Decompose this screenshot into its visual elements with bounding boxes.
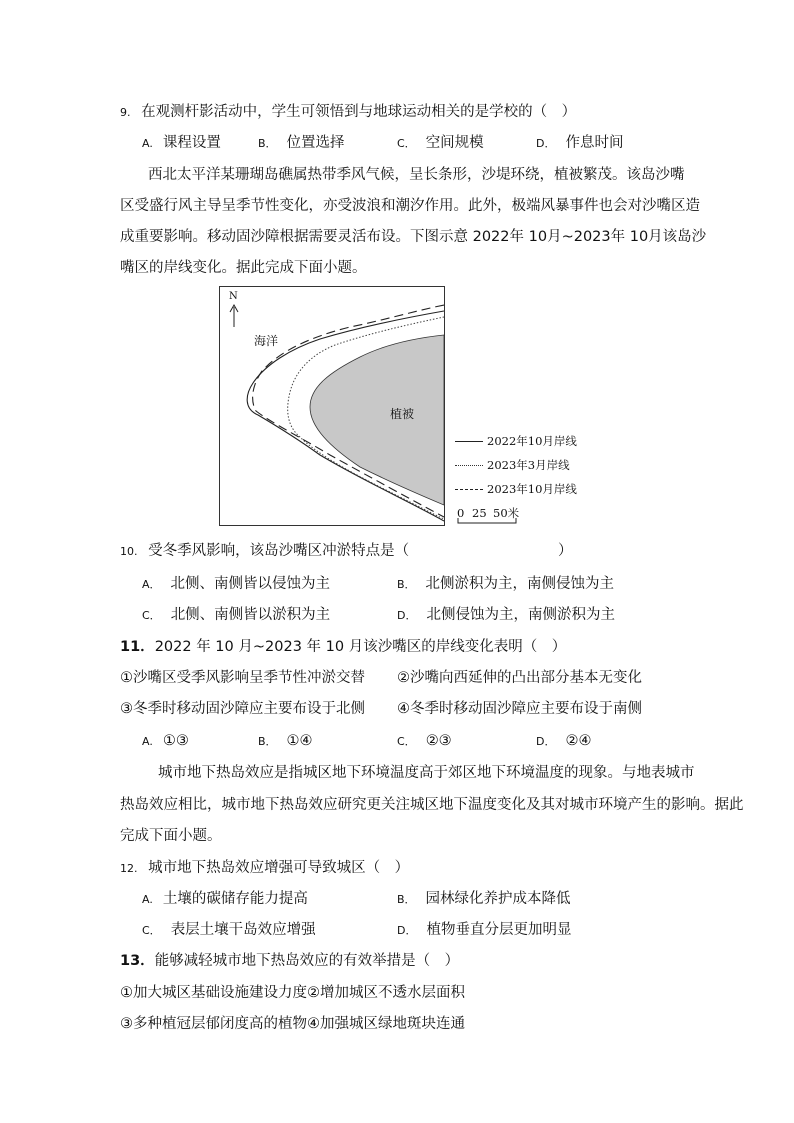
question-12-option-b — [397, 889, 571, 910]
question-10-option-d — [397, 605, 615, 626]
question-13-statements-line-2: ③多种植冠层郁闭度高的植物④加强城区绿地斑块连通 — [120, 1016, 465, 1032]
material-2-line-1: 城市地下热岛效应是指城区地下环境温度高于郊区地下环境温度的现象。与地表城市 — [158, 765, 695, 781]
option-text: 北侧、南侧皆以淤积为主 — [170, 607, 331, 623]
question-12-option-d — [397, 920, 571, 941]
question-9-option-c — [397, 133, 484, 154]
question-10-number: 10. — [120, 545, 138, 558]
option-text: ①③ — [162, 733, 189, 749]
scale-bar — [457, 506, 587, 524]
question-10-stem-line — [120, 541, 409, 562]
option-text: 植物垂直分层更加明显 — [426, 922, 572, 938]
legend-dotted-line — [455, 465, 483, 466]
legend-item-2023-oct — [455, 482, 577, 496]
option-letter: D． — [536, 137, 556, 150]
option-text: 课程设置 — [162, 135, 221, 151]
question-13-stem: 能够减轻城市地下热岛效应的有效举措是（ ） — [154, 953, 460, 969]
question-10-stem: 受冬季风影响，该岛沙嘴区冲淤特点是（ — [148, 543, 410, 559]
question-11-option-c — [397, 731, 452, 752]
question-12-stem: 城市地下热岛效应增强可导致城区（ ） — [148, 860, 410, 876]
option-text: 表层土壤干岛效应增强 — [170, 922, 316, 938]
question-11-statement-1: ①沙嘴区受季风影响呈季节性冲淤交替 — [120, 670, 365, 686]
legend-dashed-line — [455, 489, 483, 490]
option-text: 北侧、南侧皆以侵蚀为主 — [170, 576, 331, 592]
question-11-statement-3: ③冬季时移动固沙障应主要布设于北侧 — [120, 701, 365, 717]
option-text: 北侧淤积为主，南侧侵蚀为主 — [425, 576, 615, 592]
question-12-stem-line — [120, 858, 409, 879]
option-letter: B． — [258, 735, 277, 748]
option-letter: C． — [142, 609, 161, 622]
option-text: ②③ — [425, 733, 452, 749]
option-letter: C． — [397, 137, 416, 150]
question-12-option-c — [142, 920, 316, 941]
option-text: 空间规模 — [425, 135, 484, 151]
question-10-stem-end: ） — [558, 543, 573, 559]
option-letter: C． — [397, 735, 416, 748]
question-11-number: 11． — [120, 639, 155, 655]
question-10-option-c — [142, 605, 330, 626]
question-11-statement-4: ④冬季时移动固沙障应主要布设于南侧 — [397, 701, 642, 717]
option-letter: C． — [142, 924, 161, 937]
question-13-number: 13． — [120, 953, 155, 969]
scale-tick-50: 50米 — [493, 506, 520, 520]
legend-solid-line — [455, 441, 483, 442]
ocean-label: 海洋 — [254, 334, 279, 348]
option-text: 土壤的碳储存能力提高 — [162, 891, 308, 907]
question-9-number: 9. — [120, 106, 131, 119]
option-text: ②④ — [565, 733, 592, 749]
question-10-option-b — [397, 574, 614, 595]
option-letter: D． — [536, 735, 556, 748]
map-legend — [455, 434, 595, 524]
option-text: 位置选择 — [286, 135, 345, 151]
question-11-stem-line — [120, 637, 566, 657]
legend-item-2023-mar — [455, 458, 570, 472]
question-12-number: 12. — [120, 862, 138, 875]
question-9-stem: 在观测杆影活动中，学生可领悟到与地球运动相关的是学校的（ ） — [141, 104, 577, 120]
north-label: N — [229, 291, 238, 302]
vegetation-label: 植被 — [390, 407, 415, 421]
question-9-option-d — [536, 133, 623, 154]
question-9-stem-line — [120, 102, 576, 123]
question-11-stem: 2022 年 10 月~2023 年 10 月该沙嘴区的岸线变化表明（ ） — [154, 639, 567, 655]
question-11-option-a — [142, 731, 189, 752]
material-1-line-2: 区受盛行风主导呈季节性变化，亦受波浪和潮汐作用。此外，极端风暴事件也会对沙嘴区造 — [120, 198, 700, 214]
question-13-stem-line — [120, 951, 459, 971]
option-letter: D． — [397, 609, 417, 622]
legend-label: 2022年10月岸线 — [487, 434, 577, 448]
option-letter: B． — [397, 578, 416, 591]
legend-label: 2023年3月岸线 — [487, 458, 570, 472]
option-text: 北侧侵蚀为主，南侧淤积为主 — [426, 607, 615, 623]
material-1-line-1: 西北太平洋某珊瑚岛礁属热带季风气候，呈长条形，沙堤环绕，植被繁茂。该岛沙嘴 — [148, 167, 685, 183]
option-letter: A． — [142, 578, 161, 591]
legend-label: 2023年10月岸线 — [487, 482, 577, 496]
vegetation-area — [310, 335, 444, 505]
option-letter: B． — [258, 137, 277, 150]
question-9-option-a — [142, 133, 221, 154]
legend-item-2022-oct — [455, 434, 577, 448]
question-12-option-a — [142, 889, 308, 910]
question-9-option-b — [258, 133, 345, 154]
option-letter: B． — [397, 893, 416, 906]
material-1-line-3: 成重要影响。移动固沙障根据需要灵活布设。下图示意 2022年 10月~2023年 10月该岛沙 — [120, 229, 707, 245]
scale-tick-25: 25 — [472, 506, 487, 520]
option-letter: A. — [142, 137, 153, 150]
question-11-option-d — [536, 731, 591, 752]
material-1-line-4: 嘴区的岸线变化。据此完成下面小题。 — [120, 260, 367, 276]
shoreline-map — [219, 286, 445, 526]
option-letter: A. — [142, 893, 153, 906]
material-2-line-2: 热岛效应相比，城市地下热岛效应研究更关注城区地下温度变化及其对城市环境产生的影响。据此 — [120, 797, 744, 813]
option-letter: D． — [397, 924, 417, 937]
material-2-line-3: 完成下面小题。 — [120, 828, 222, 844]
scale-tick-0: 0 — [457, 506, 465, 520]
question-13-statements-line-1: ①加大城区基础设施建设力度②增加城区不透水层面积 — [120, 985, 465, 1001]
option-text: 作息时间 — [565, 135, 624, 151]
option-text: 园林绿化养护成本降低 — [425, 891, 571, 907]
option-text: ①④ — [286, 733, 313, 749]
question-11-option-b — [258, 731, 313, 752]
question-11-statement-2: ②沙嘴向西延伸的凸出部分基本无变化 — [397, 670, 642, 686]
question-10-option-a — [142, 574, 330, 595]
option-letter: A. — [142, 735, 153, 748]
